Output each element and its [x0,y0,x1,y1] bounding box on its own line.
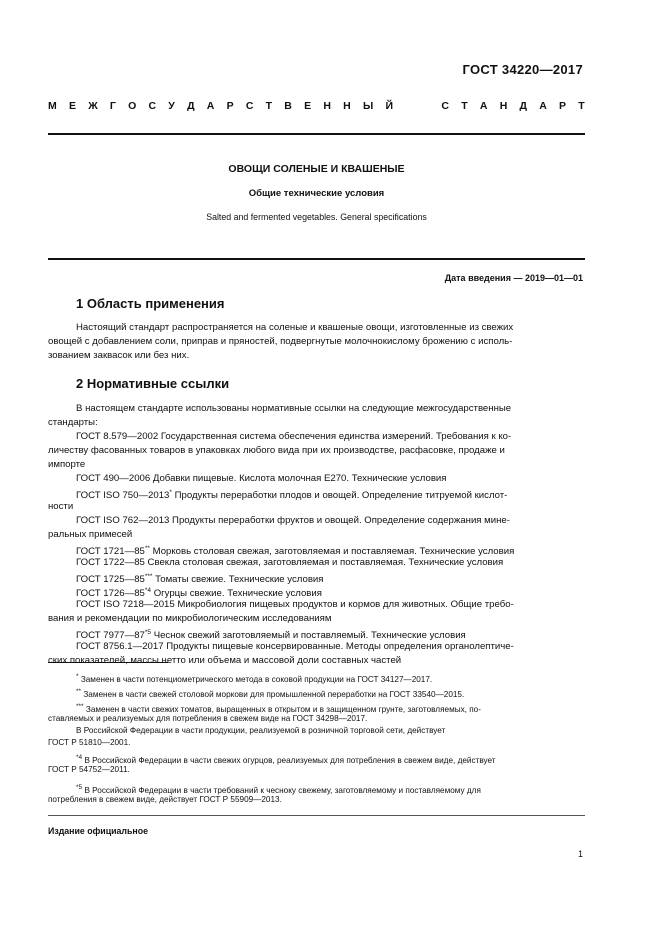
footnote-text: ГОСТ Р 54752—2011. [48,765,130,774]
footnote-line [48,701,585,713]
banner-letter: В [284,100,292,112]
document-subtitle: Общие технические условия [248,188,385,199]
reference-text: ГОСТ ISO 7218—2015 Микробиология пищевых продуктов и кормов для животных. Общие требо- [76,599,514,610]
reference-line [48,416,585,430]
reference-line [48,612,585,626]
reference-line [48,570,585,584]
banner-letter: Д [187,100,195,112]
footnote-mark: *5 [144,629,152,636]
footnote-mark: * [76,673,79,680]
reference-line [48,598,585,612]
reference-text: ГОСТ 1726—85 [76,588,145,599]
banner-letter: Р [559,100,567,112]
reference-line [48,542,585,556]
reference-text: ГОСТ 1721—85 [76,546,145,557]
footnote-mark: *** [76,703,84,710]
reference-line [48,514,585,528]
banner-letter: С [441,100,450,112]
reference-text: Морковь столовая свежая, заготовляемая и поставляемая. Технические условия [149,546,515,557]
document-code: ГОСТ 34220—2017 [462,62,583,77]
page-number: 1 [577,849,583,859]
title-divider [48,258,585,260]
reference-line [48,472,585,486]
section-1-heading: 1 Область применения [76,296,225,311]
banner-letter: А [539,100,547,112]
banner-letter: Т [578,100,585,112]
reference-text: ГОСТ ISO 750—2013 [76,490,170,501]
reference-line [48,458,585,472]
reference-text: В настоящем стандарте использованы нормативные ссылки на следующие межгосударственные [76,403,512,414]
banner-letter: Й [385,100,393,112]
footnote [48,686,585,698]
footer-divider [48,815,585,816]
banner-letter: Н [499,100,508,112]
section-2-body [48,402,585,668]
body-line: зованием заквасок или без них. [48,350,190,361]
reference-line [48,430,585,444]
footnote-mark: ** [144,545,150,552]
reference-text: импорте [48,459,86,470]
reference-text: ГОСТ 8.579—2002 Государственная система обеспечения единства измерений. Требования к ко- [76,431,512,442]
footnote-line [48,686,585,698]
banner-letter: Н [323,100,331,112]
section-1-body [48,321,585,363]
reference-text: ГОСТ ISO 762—2013 Продукты переработки фруктов и овощей. Определение содержания мине- [76,515,510,526]
footnote-text: В Российской Федерации в части продукции, реализуемой в розничной торговой сети, действует [76,726,446,735]
banner-letter: Д [519,100,527,112]
footnote-line [48,752,585,764]
banner-letter: Ж [88,100,98,112]
footnote-line [48,782,585,794]
reference-text: вания и рекомендации по микробиологическим исследованиям [48,613,332,624]
footnote-text: ставляемых и реализуемых для потребления в свежем виде на ГОСТ 34298—2017. [48,714,368,723]
document-title-english: Salted and fermented vegetables. General specifications [206,212,427,222]
reference-text: Продукты переработки плодов и овощей. Определение титруемой кислот- [171,490,508,501]
banner-letter: С [148,100,157,112]
header-divider [48,133,585,135]
reference-line [48,486,585,500]
reference-line [48,584,585,598]
footnote-line [48,725,585,737]
footnote-line [48,713,585,725]
reference-line [48,626,585,640]
reference-text: ГОСТ 1725—85 [76,574,145,585]
reference-line [48,528,585,542]
footnote [48,782,585,806]
footnote [48,752,585,776]
footnote-line [48,671,585,683]
footnote-text: Заменен в части свежей столовой моркови для промышленной переработки на ГОСТ 33540—2015. [83,690,465,699]
reference-text: ГОСТ 7977—87 [76,630,145,641]
banner-gap [405,100,429,112]
body-line: овощей с добавлением соли, приправ и пряностей, подвергнутые молочнокислому брожению с исполь- [48,336,513,347]
reference-text: Чеснок свежий заготовляемый и поставляемый. Технические условия [151,630,466,641]
footnote-separator [48,662,168,663]
reference-line [48,444,585,458]
footnote-mark: *4 [144,587,152,594]
reference-line [48,640,585,654]
reference-text: личеству фасованных товаров в упаковках любого вида при их производстве, расфасовке, продаже и [48,445,505,456]
reference-text: ГОСТ 490—2006 Добавки пищевые. Кислота молочная Е270. Технические условия [76,473,447,484]
banner-letter: Н [343,100,351,112]
footnote-mark: ** [76,688,82,695]
footnote [48,671,585,683]
footnote-line [48,794,585,806]
banner-letter: Р [226,100,234,112]
footnote-mark: *5 [76,784,83,791]
interstate-standard-banner [48,100,585,112]
footnote-line [48,764,585,776]
reference-text: Огурцы свежие. Технические условия [151,588,322,599]
banner-letter: А [479,100,488,112]
footnote-mark: *4 [76,754,83,761]
banner-letter: Т [461,100,468,112]
footnote-mark: *** [144,573,153,580]
footnote-text: В Российской Федерации в части требований к чесноку свежему, заготовляемому и поставляемому для [84,786,481,795]
reference-text: ности [48,501,74,512]
reference-line [48,556,585,570]
reference-text: Томаты свежие. Технические условия [152,574,324,585]
banner-letter: М [48,100,57,112]
reference-line [48,402,585,416]
reference-text: ральных примесей [48,529,133,540]
reference-text: ГОСТ 1722—85 Свекла столовая свежая, заготовляемая и поставляемая. Технические условия [76,557,504,568]
banner-letter: Ы [362,100,374,112]
reference-line [48,654,585,668]
footnote-line [48,737,585,749]
banner-letter: У [168,100,175,112]
footnote-text: потребления в свежем виде, действует ГОСТ Р 55909—2013. [48,795,282,804]
footnote-text: В Российской Федерации в части свежих огурцов, реализуемых для потребления в свежем виде, действует [84,756,496,765]
document-title: ОВОЩИ СОЛЕНЫЕ И КВАШЕНЫЕ [228,163,405,175]
reference-text: ГОСТ 8756.1—2017 Продукты пищевые консервированные. Методы определения органолептиче- [76,641,514,652]
banner-letter: С [245,100,254,112]
footnote-mark: * [169,489,172,496]
official-edition-label: Издание официальное [48,826,148,836]
banner-letter: Е [304,100,312,112]
introduction-date: Дата введения — 2019—01—01 [444,273,583,283]
footnote [48,701,585,749]
banner-letter: Е [68,100,76,112]
footnote-text: Заменен в части потенциометрического метода в соковой продукции на ГОСТ 34127—2017. [80,675,433,684]
body-line: Настоящий стандарт распространяется на соленые и квашеные овощи, изготовленные из свежих [76,322,514,333]
banner-letter: О [128,100,137,112]
footnote-text: Заменен в части свежих томатов, выращенных в открытом и в защищенном грунте, заготовляемых, по- [85,705,481,714]
reference-text: стандарты: [48,417,98,428]
section-2-heading: 2 Нормативные ссылки [76,376,230,391]
banner-letter: Г [109,100,116,112]
banner-letter: А [206,100,215,112]
reference-line [48,500,585,514]
banner-letter: Т [265,100,273,112]
reference-text: ских показателей, массы нетто или объема и массовой доли составных частей [48,655,402,666]
footnote-text: ГОСТ Р 51810—2001. [48,738,131,747]
